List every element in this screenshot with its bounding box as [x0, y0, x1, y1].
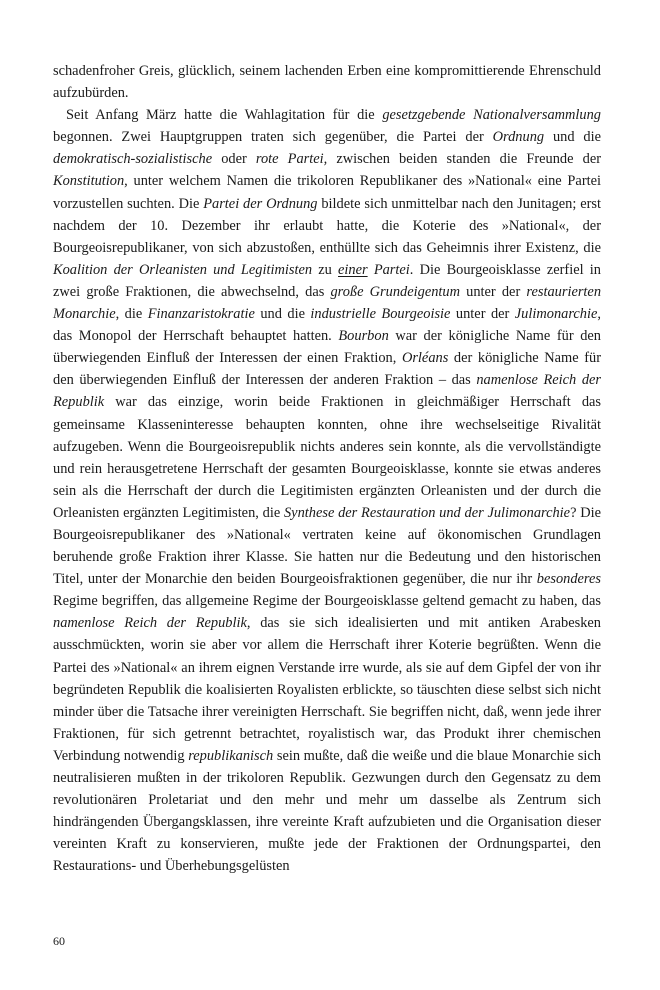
page-number: 60 — [53, 934, 65, 948]
body-text — [53, 60, 601, 877]
paragraph: Seit Anfang März hatte die Wahlagitation für die gesetzgebende Nationalversammlung begonnen. Zwei Hauptgruppen traten sich gegenüber, die Partei der Ordnung und die demokratisch-sozialistische oder rote Partei, zwischen beiden standen die Freunde der Konstitution, unter welchem Namen die trikoloren Republikaner des »National« eine Partei vorzustellen suchten. Die Partei der Ordnung bildete sich unmittelbar nach den Junitagen; erst nachdem der 10. Dezember ihr erlaubt hatte, die Koterie des »National«, der Bourgeoisrepublikaner, von sich abzustoßen, enthüllte sich das Geheimnis ihrer Existenz, die Koalition der Orleanisten und Legitimisten zu einer Partei. Die Bourgeoisklasse zerfiel in zwei große Fraktionen, die abwechselnd, das große Grundeigentum unter der restaurierten Monarchie, die Finanzaristokratie und die industrielle Bourgeoisie unter der Julimonarchie, das Monopol der Herrschaft behauptet hatten. Bourbon war der königliche Name für den überwiegenden Einfluß der Interessen der einen Fraktion, Orléans der königliche Name für den überwiegenden Einfluß der Interessen der anderen Fraktion – das namenlose Reich der Republik war das einzige, worin beide Fraktionen in gleichmäßiger Herrschaft das gemeinsame Klasseninteresse behaupten konnten, ohne ihre wechselseitige Rivalität aufzugeben. Wenn die Bourgeoisrepublik nichts anderes sein konnte, als die vervollständigte und rein herausgetretene Herrschaft der gesamten Bourgeoisklasse, konnte sie etwas anderes sein als die Herrschaft der durch die Legitimisten ergänzten Orleanisten und der durch die Orleanisten ergänzten Legitimisten, die Synthese der Restauration und der Julimonarchie? Die Bourgeoisrepublikaner des »National« vertraten keine auf ökonomischen Grundlagen beruhende große Fraktion ihrer Klasse. Sie hatten nur die Bedeutung und den historischen Titel, unter der Monarchie den beiden Bourgeoisfraktionen gegenüber, die nur ihr besonderes Regime begriffen, das allgemeine Regime der Bourgeoisklasse geltend gemacht zu haben, das namenlose Reich der Republik, das sie sich idealisierten und mit antiken Arabesken ausschmückten, worin sie aber vor allem die Herrschaft ihrer Koterie begrüßten. Wenn die Partei des »National« an ihrem eignen Verstande irre wurde, als sie auf dem Gipfel der von ihr begründeten Republik die koalisierten Royalisten erblickte, so täuschten diese selbst sich nicht minder über die Tatsache ihrer vereinigten Herrschaft. Sie begriffen nicht, daß, wenn jede ihrer Fraktionen, für sich getrennt betrachtet, royalistisch war, das Produkt ihrer chemischen Verbindung notwendig republikanisch sein mußte, daß die weiße und die blaue Monarchie sich neutralisieren mußten in der trikoloren Republik. Gezwungen durch den Gegensatz zu dem revolutionären Proletariat und den mehr und mehr um dasselbe als Zentrum sich hindrängenden Übergangsklassen, ihre vereinte Kraft aufzubieten und die Organisation dieser vereinten Kraft zu konservieren, mußte jede der Fraktionen der Ordnungspartei, den Restaurations- und Überhebungsgelüsten — [53, 107, 602, 875]
emphasis: industrielle Bourgeoisie — [310, 306, 451, 323]
emphasis: große Grundeigentum — [330, 283, 460, 300]
emphasis: republikanisch — [188, 747, 274, 764]
emphasis: Orléans — [401, 350, 449, 367]
emphasis: besonderes — [536, 571, 601, 588]
paragraph: schadenfroher Greis, glücklich, seinem lachenden Erben eine kompromittierende Ehrenschuld aufzubürden. — [53, 63, 601, 102]
emphasis: Koalition der Orleanisten und Legitimisten — [53, 261, 313, 278]
emphasis: Konstitution — [53, 173, 125, 190]
emphasis: Finanzaristokratie — [147, 306, 255, 323]
emphasis: Partei der Ordnung — [203, 195, 318, 212]
emphasis: gesetzgebende Nationalversammlung — [382, 107, 602, 124]
emphasis: namenlose Reich der Republik — [53, 615, 247, 632]
emphasis: Julimonarchie — [514, 306, 598, 323]
emphasis: Bourbon — [338, 328, 389, 345]
emphasis: Synthese der Restauration und der Julimonarchie — [283, 504, 571, 521]
emphasis: Partei — [373, 261, 410, 278]
emphasis: rote Partei, — [255, 151, 328, 168]
emphasis: namenlose Reich der Republik — [53, 372, 601, 411]
emphasis: Ordnung — [492, 129, 545, 146]
emphasis: restaurierten Monarchie — [53, 283, 602, 323]
emphasis: demokratisch-sozialistische — [53, 151, 213, 168]
underlined-emphasis: einer — [338, 261, 368, 278]
